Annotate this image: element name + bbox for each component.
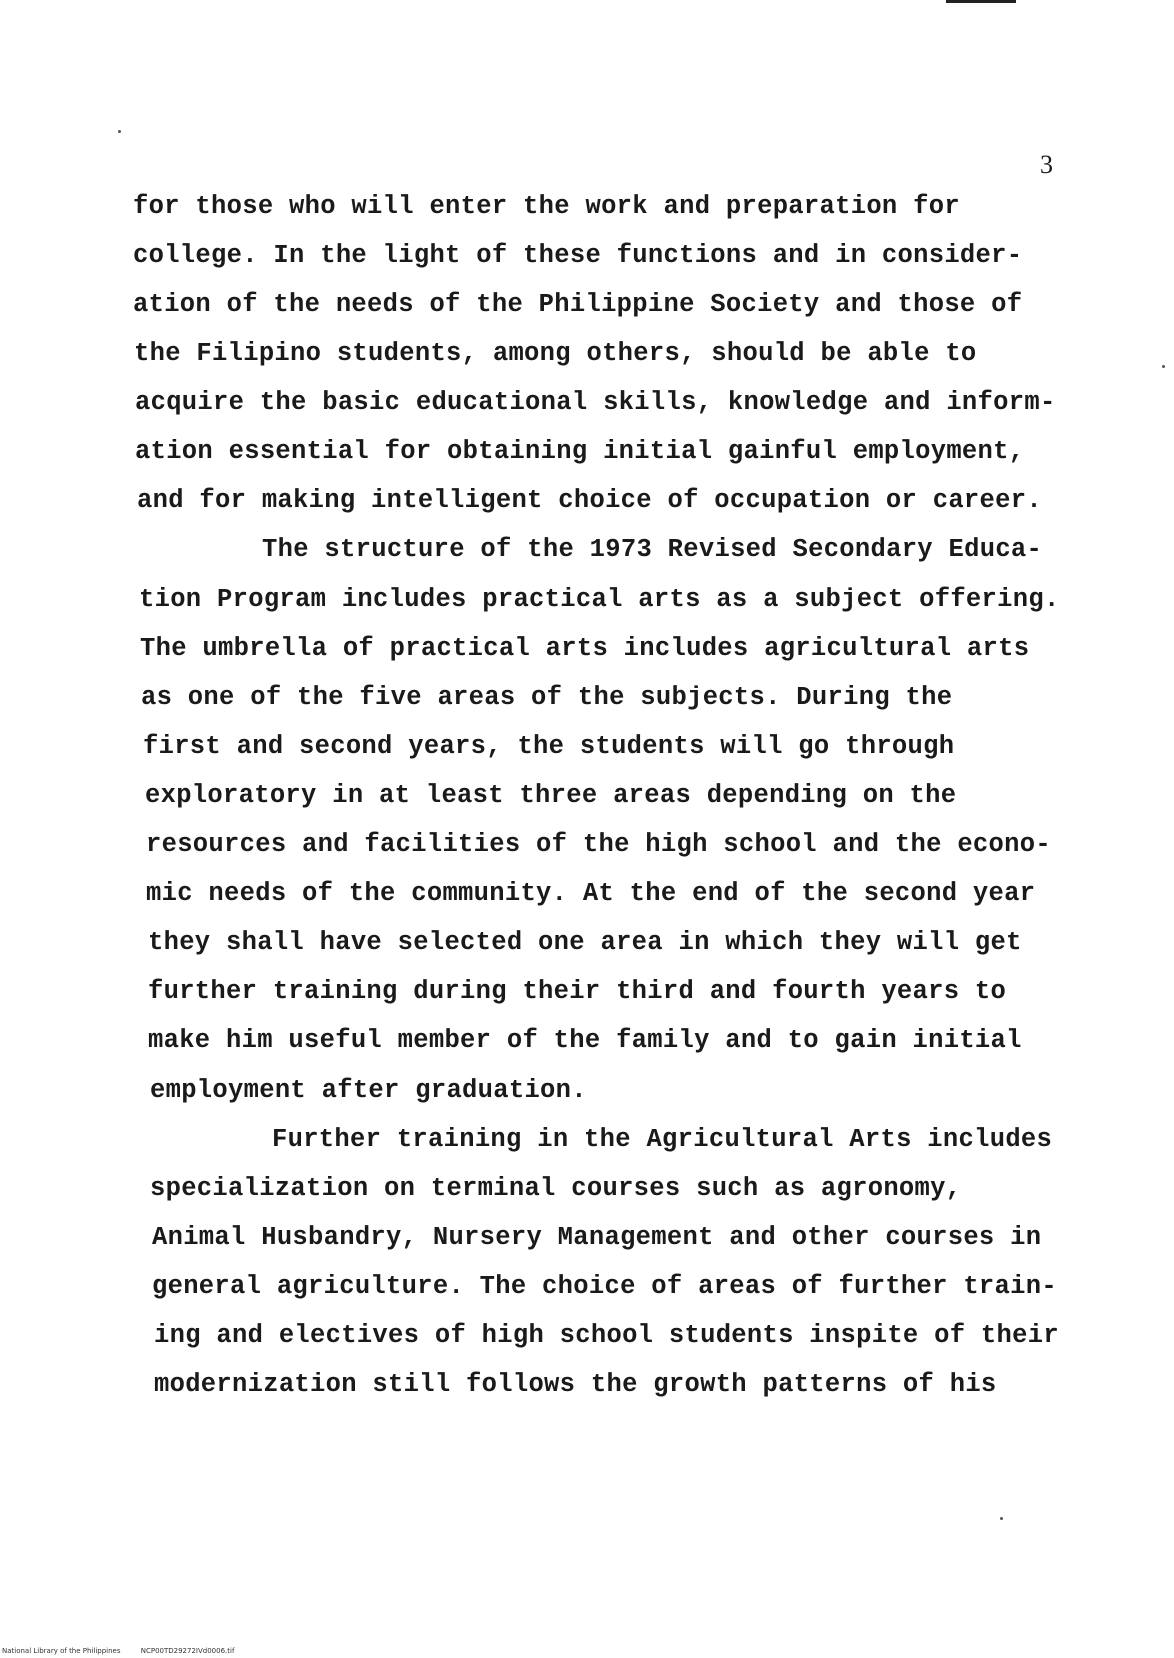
text-line: specialization on terminal courses such as agronomy,	[150, 1174, 962, 1203]
text-line: ation essential for obtaining initial gainful employment,	[135, 437, 1025, 466]
scan-speck	[1000, 1517, 1003, 1520]
text-line: further training during their third and fourth years to	[148, 977, 1007, 1006]
footer-code: NCP00TD29272IVd0006.tif	[140, 1647, 235, 1655]
text-line: tion Program includes practical arts as a subject offering.	[139, 585, 1060, 614]
text-line: mic needs of the community. At the end of the second year	[146, 879, 1036, 908]
footer-library: National Library of the Philippines	[2, 1647, 121, 1655]
text-line: make him useful member of the family and to gain initial	[148, 1026, 1022, 1055]
paragraph-start-line: Further training in the Agricultural Arts includes	[272, 1125, 1053, 1154]
scan-artifact	[946, 0, 1016, 3]
text-line: modernization still follows the growth patterns of his	[154, 1370, 997, 1399]
text-line: general agriculture. The choice of areas of further train-	[152, 1272, 1057, 1301]
page-number: 3	[1040, 150, 1053, 179]
text-line: for those who will enter the work and preparation for	[133, 192, 960, 221]
text-line: as one of the five areas of the subjects. During the	[141, 683, 953, 712]
text-line: ation of the needs of the Philippine Society and those of	[133, 290, 1023, 319]
text-line: exploratory in at least three areas depending on the	[145, 781, 957, 810]
text-line: Animal Husbandry, Nursery Management and other courses in	[152, 1223, 1042, 1252]
text-line: ing and electives of high school students inspite of their	[154, 1321, 1059, 1350]
paragraph-start-line: The structure of the 1973 Revised Secondary Educa-	[262, 535, 1043, 564]
text-line: and for making intelligent choice of occupation or career.	[137, 486, 1042, 515]
text-line: employment after graduation.	[150, 1076, 587, 1105]
text-line: first and second years, the students will go through	[143, 732, 955, 761]
text-line: they shall have selected one area in which they will get	[148, 928, 1022, 957]
scan-speck	[1162, 365, 1165, 368]
scan-speck	[118, 130, 121, 133]
text-line: resources and facilities of the high school and the econo-	[146, 830, 1051, 859]
text-line: the Filipino students, among others, should be able to	[134, 339, 977, 368]
text-line: The umbrella of practical arts includes agricultural arts	[140, 634, 1030, 663]
text-line: college. In the light of these functions and in consider-	[133, 241, 1023, 270]
scan-footer	[2, 1647, 252, 1655]
text-line: acquire the basic educational skills, knowledge and inform-	[135, 388, 1056, 417]
